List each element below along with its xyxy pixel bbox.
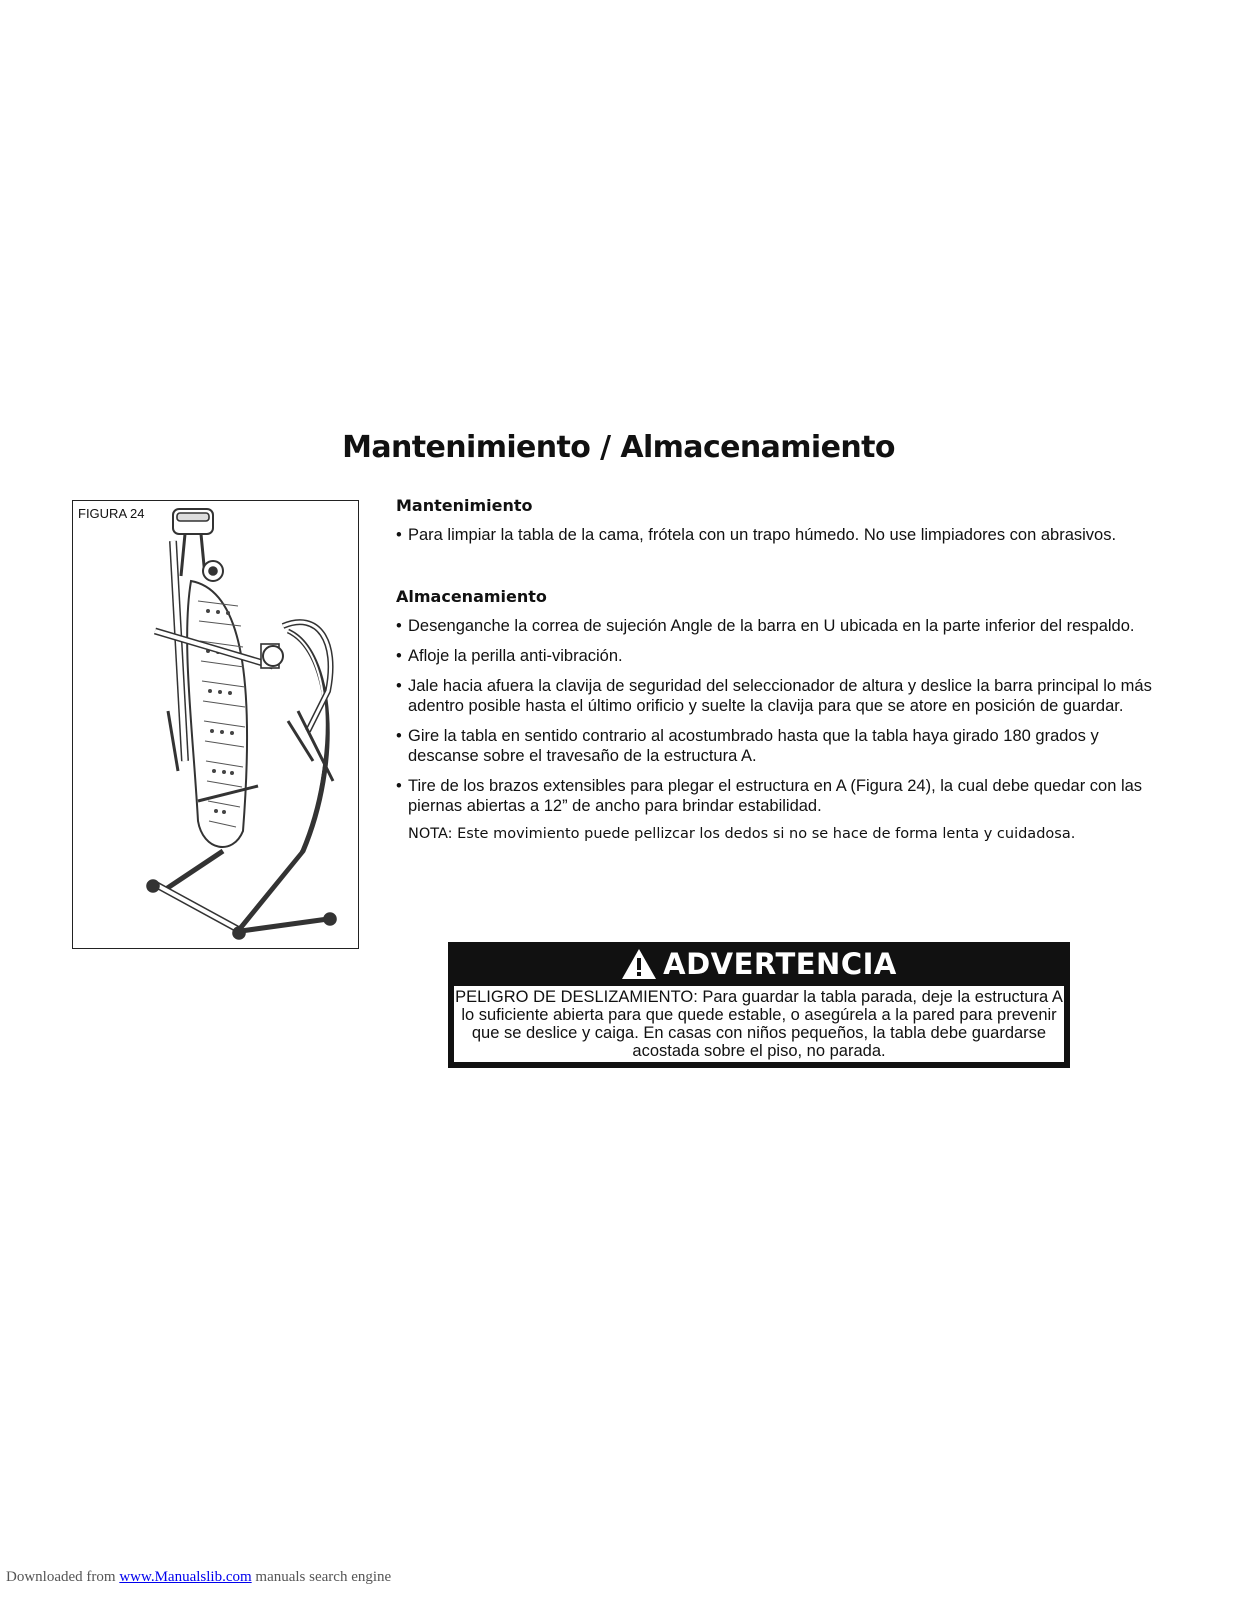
- storage-heading: Almacenamiento: [396, 587, 547, 606]
- storage-note: NOTA: Este movimiento puede pellizcar los dedos si no se hace de forma lenta y cuidadosa.: [408, 826, 1076, 842]
- manualslib-link[interactable]: www.Manualslib.com: [119, 1569, 252, 1585]
- storage-bullet: • Jale hacia afuera la clavija de seguridad del seleccionador de altura y deslice la barra principal lo más adentro posible hasta el último orificio y suelte la clavija para que se atore en posición de guardar.: [396, 677, 1152, 715]
- text-content: [396, 496, 1156, 842]
- bullet-text: Desenganche la correa de sujeción Angle de la barra en U ubicada en la parte inferior del respaldo.: [408, 617, 1135, 635]
- footer-prefix: Downloaded from: [6, 1569, 120, 1585]
- bullet-text: Tire de los brazos extensibles para plegar el estructura en A (Figura 24), la cual debe quedar con las piernas abiertas a 12” de ancho para brindar estabilidad.: [408, 777, 1143, 815]
- page-title: Mantenimiento / Almacenamiento: [342, 430, 895, 465]
- storage-bullet: • Afloje la perilla anti-vibración.: [396, 647, 623, 665]
- warning-body: PELIGRO DE DESLIZAMIENTO: Para guardar la tabla parada, deje la estructura A lo suficiente abierta para que quede estable, o asegúrela a la pared para prevenir que se deslice y caiga. En casas con niños pequeños, la tabla debe guardarse acostada sobre el piso, no parada.: [455, 988, 1063, 1060]
- storage-bullet: • Desenganche la correa de sujeción Angle de la barra en U ubicada en la parte inferior del respaldo.: [396, 617, 1135, 635]
- footer-suffix: manuals search engine: [251, 1569, 392, 1585]
- warning-box: [448, 942, 1070, 1068]
- bullet-text: Afloje la perilla anti-vibración.: [408, 647, 623, 665]
- bullet-text: Gire la tabla en sentido contrario al acostumbrado hasta que la tabla haya girado 180 grados y descanse sobre el travesaño de la estructura A.: [408, 727, 1099, 765]
- storage-bullet: • Tire de los brazos extensibles para plegar el estructura en A (Figura 24), la cual debe quedar con las piernas abiertas a 12” de ancho para brindar estabilidad.: [396, 777, 1143, 815]
- warning-triangle-icon: [621, 948, 657, 980]
- maintenance-bullet: • Para limpiar la tabla de la cama, frótela con un trapo húmedo. No use limpiadores con abrasivos.: [396, 526, 1117, 544]
- footer: [6, 1569, 391, 1586]
- maintenance-heading: Mantenimiento: [396, 496, 533, 515]
- figure-24: [72, 500, 359, 949]
- figure-label: FIGURA 24: [78, 506, 145, 521]
- inversion-table-illustration: [73, 501, 360, 950]
- bullet-text: Para limpiar la tabla de la cama, frótela con un trapo húmedo. No use limpiadores con abrasivos.: [408, 526, 1117, 544]
- warning-title: ADVERTENCIA: [663, 947, 897, 981]
- bullet-text: Jale hacia afuera la clavija de seguridad del seleccionador de altura y deslice la barra principal lo más adentro posible hasta el último orificio y suelte la clavija para que se atore en posición de guardar.: [408, 677, 1152, 715]
- warning-header: [448, 942, 1070, 986]
- storage-bullet: • Gire la tabla en sentido contrario al acostumbrado hasta que la tabla haya girado 180 grados y descanse sobre el travesaño de la estructura A.: [396, 727, 1099, 765]
